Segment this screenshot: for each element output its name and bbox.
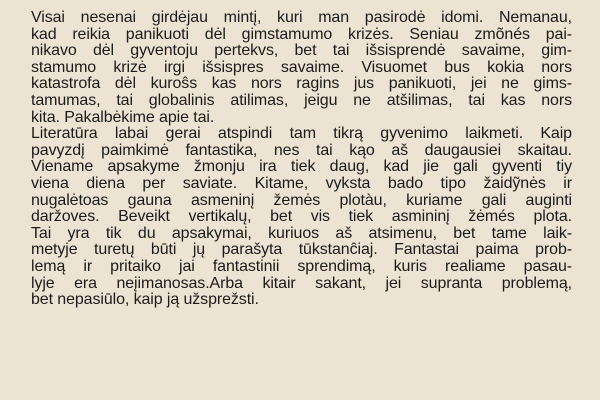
text-line: Viename apsakyme žmonju ira tiek daug, kad jie gali gyventi tiy (31, 158, 572, 176)
text-line: Visai nesenai girdėjau mintį, kuri man pasirodė idomi. Nemanau, (31, 9, 572, 26)
text-line: kad reikia panikuoti dėl gimstamumo krizės. Seniau zmõnés pai- (31, 25, 572, 43)
text-line: nikavo dėl gyventoju pertekvs, bet tai išsisprendė savaime, gim- (31, 42, 572, 60)
text-line: lemą ir pritaiko jai fantastinii sprendimą, kuris realiame pasau- (31, 257, 572, 275)
text-line: kita. Pakalbėkime apie tai. (31, 108, 215, 126)
text-line: daržoves. Beveikt vertikalų, bet vis tiek asmininį žėmés plota. (31, 208, 572, 226)
text-line: metyje turetų būti jų parašyta tūkstanĉiaj. Fantastai paima prob- (31, 241, 572, 259)
text-line: tamumas, tai globalinis atilimas, jeigu ne atšilimas, tai kas nors (31, 91, 572, 109)
text-line: Literatūra labai gerai atspindi tam tikrą gyvenimo laikmeti. Kaip (31, 125, 572, 143)
text-line: stamumo krizė irgi išsispres savaime. Visuomet bus kokia nors (31, 58, 572, 76)
text-line: nugalėtoas gauna asmeninį žemės plotàu, kuriame gali auginti (31, 191, 572, 209)
text-line: pavyzdį paimkimė fantastika, nes tai kąo aš daugausiei skaitau. (31, 141, 572, 159)
body-text (31, 10, 572, 309)
text-line: katastrofa dėl kuroŝs kas nors ragins jus panikuoti, jei ne gims- (31, 75, 572, 93)
text-line: bet nepasiūlo, kaip ją užsprežsti. (31, 291, 259, 309)
text-line: viena diena per saviate. Kitame, vyksta bado tipo žaidỹnės ir (31, 174, 572, 192)
text-line: lyje era neįimanosas.Arba kitair sakant, jei supranta problemą, (31, 274, 572, 292)
text-line: Tai yra tik du apsakymai, kuriuos aš atsimenu, bet tame laik- (31, 224, 572, 242)
